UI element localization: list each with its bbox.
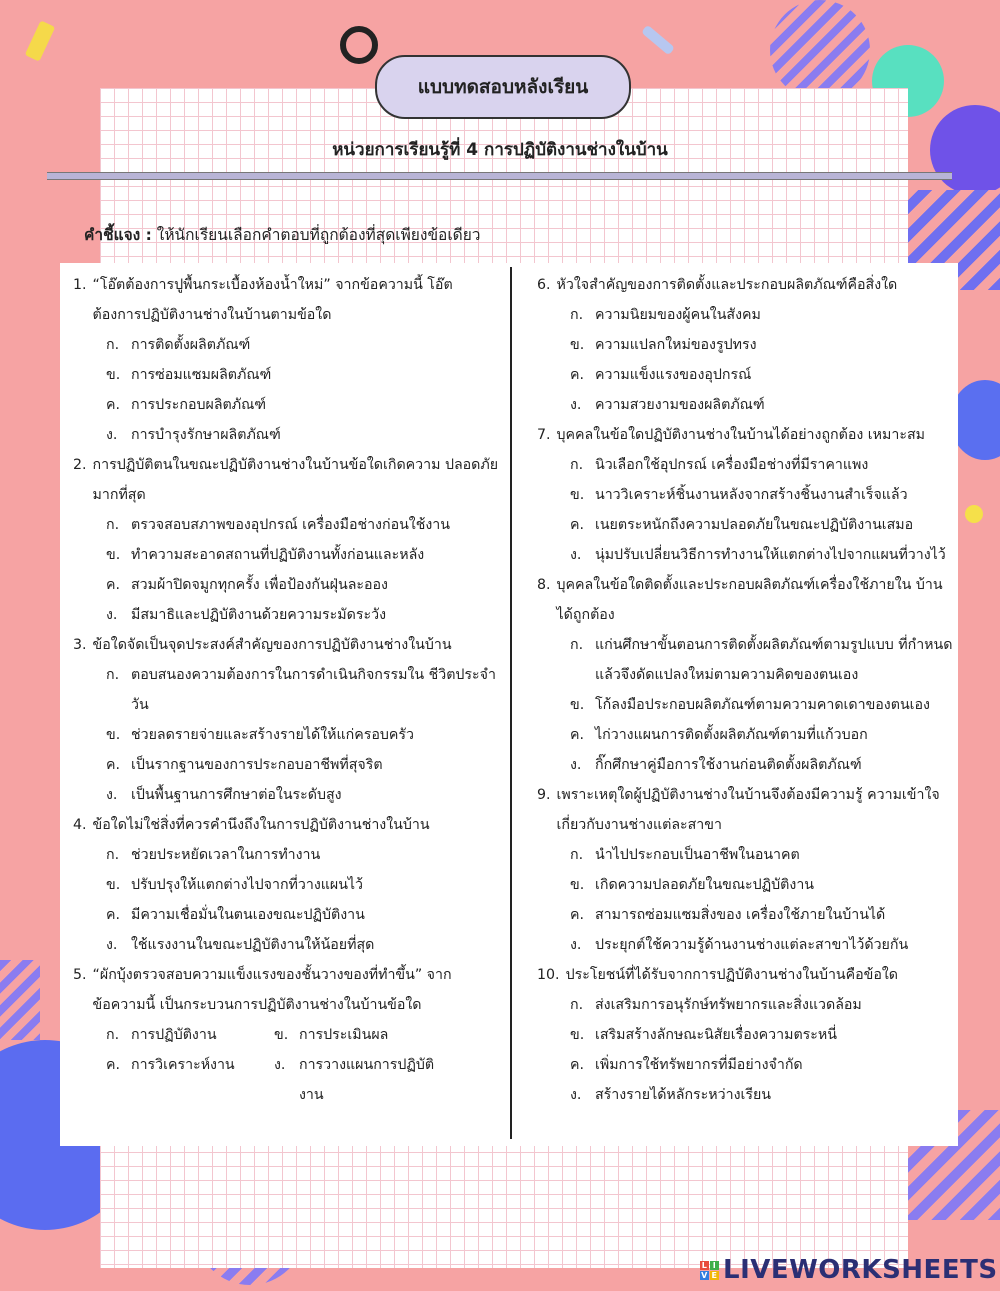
question-number: 9. [537, 787, 551, 803]
option-text: นิวเลือกใช้อุปกรณ์ เครื่องมือช่างที่มีราคาแพง [595, 457, 869, 473]
option-text: เสริมสร้างลักษณะนิสัยเรื่องความตระหนี่ [595, 1027, 837, 1043]
question-number: 1. [73, 277, 87, 293]
instruction [84, 222, 481, 247]
answer-option[interactable] [73, 840, 503, 870]
question-number: 3. [73, 637, 87, 653]
answer-option[interactable] [537, 390, 955, 420]
question-text: บุคคลในข้อใดปฏิบัติงานช่างในบ้านได้อย่างถูกต้อง เหมาะสม [556, 427, 925, 443]
option-letter: ก. [106, 847, 120, 863]
answer-option[interactable] [537, 840, 955, 870]
option-letter: ค. [570, 367, 585, 383]
answer-option[interactable] [73, 900, 503, 930]
question-5 [73, 960, 503, 1110]
option-text: นำไปประกอบเป็นอาชีพในอนาคต [595, 847, 800, 863]
questions-column-right [537, 270, 955, 1110]
option-text: ความนิยมของผู้คนในสังคม [595, 307, 761, 323]
option-letter: ง. [274, 1057, 286, 1073]
option-letter: ข. [570, 1027, 585, 1043]
option-text: สามารถซ่อมแซมสิ่งของ เครื่องใช้ภายในบ้านได้ [595, 907, 886, 923]
question-9 [537, 780, 955, 960]
question-stem [537, 570, 955, 630]
option-letter: ก. [570, 997, 584, 1013]
decor-left-stripes [0, 960, 40, 1040]
option-text: ใช้แรงงานในขณะปฏิบัติงานให้น้อยที่สุด [131, 937, 375, 953]
answer-option[interactable] [73, 420, 503, 450]
decor-yellow-dot [965, 505, 983, 523]
option-letter: ข. [106, 367, 121, 383]
option-text: มีความเชื่อมั่นในตนเองขณะปฏิบัติงาน [131, 907, 365, 923]
decor-blue-dash [641, 25, 675, 56]
option-letter: ค. [106, 577, 121, 593]
answer-option[interactable] [73, 720, 503, 750]
answer-option[interactable] [537, 540, 955, 570]
option-text: เกิดความปลอดภัยในขณะปฏิบัติงาน [595, 877, 814, 893]
option-letter: ค. [106, 1057, 121, 1073]
option-text: สร้างรายได้หลักระหว่างเรียน [595, 1087, 771, 1103]
option-text: มีสมาธิและปฏิบัติงานด้วยความระมัดระวัง [131, 607, 387, 623]
question-number: 8. [537, 577, 551, 593]
option-text: ความแปลกใหม่ของรูปทรง [595, 337, 757, 353]
option-text: การติดตั้งผลิตภัณฑ์ [131, 337, 251, 353]
question-text: การปฏิบัติตนในขณะปฏิบัติงานช่างในบ้านข้อใดเกิดความ ปลอดภัยมากที่สุด [92, 457, 499, 503]
decor-striped-circle-top [770, 0, 870, 100]
answer-option[interactable] [73, 330, 503, 360]
option-letter: ก. [570, 847, 584, 863]
option-letter: ค. [570, 727, 585, 743]
option-letter: ง. [570, 547, 582, 563]
answer-option[interactable] [537, 360, 955, 390]
option-text: ช่วยประหยัดเวลาในการทำงาน [131, 847, 321, 863]
option-text: การวางแผนการปฏิบัติงาน [299, 1057, 435, 1103]
option-text: ปรับปรุงให้แตกต่างไปจากที่วางแผนไว้ [131, 877, 364, 893]
option-letter: ง. [570, 1087, 582, 1103]
answer-option[interactable] [537, 300, 955, 330]
option-letter: ก. [106, 337, 120, 353]
question-stem [73, 960, 503, 1020]
page-title: แบบทดสอบหลังเรียน [375, 55, 631, 119]
answer-option[interactable] [537, 900, 955, 930]
option-letter: ข. [570, 877, 585, 893]
option-letter: ค. [106, 907, 121, 923]
question-text: หัวใจสำคัญของการติดตั้งและประกอบผลิตภัณฑ์คือสิ่งใด [556, 277, 898, 293]
question-text: ข้อใดจัดเป็นจุดประสงค์สำคัญของการปฏิบัติงานช่างในบ้าน [92, 637, 452, 653]
liveworksheets-logo [700, 1255, 998, 1285]
option-text: ทำความสะอาดสถานที่ปฏิบัติงานทั้งก่อนและหลัง [131, 547, 425, 563]
option-text: การซ่อมแซมผลิตภัณฑ์ [131, 367, 272, 383]
instruction-label: คำชี้แจง : [84, 226, 152, 244]
question-3 [73, 630, 503, 810]
question-stem [73, 450, 503, 510]
question-text: “ผักบุ้งตรวจสอบความแข็งแรงของชั้นวางของที่ทำขึ้น” จาก ข้อความนี้ เป็นกระบวนการปฏิบัติงานช่างในบ้านข้อใด [92, 967, 452, 1013]
answer-option[interactable] [537, 750, 955, 780]
option-text: การประเมินผล [299, 1027, 389, 1043]
option-letter: ก. [570, 307, 584, 323]
option-letter: ง. [106, 607, 118, 623]
question-number: 2. [73, 457, 87, 473]
option-text: เนยตระหนักถึงความปลอดภัยในขณะปฏิบัติงานเสมอ [595, 517, 914, 533]
option-row [73, 1050, 503, 1110]
option-letter: ค. [570, 517, 585, 533]
option-text: แก่นศึกษาขั้นตอนการติดตั้งผลิตภัณฑ์ตามรูปแบบ ที่กำหนด แล้วจึงดัดแปลงใหม่ตามความคิดของตนเอง [595, 637, 953, 683]
question-text: ข้อใดไม่ใช่สิ่งที่ควรคำนึงถึงในการปฏิบัติงานช่างในบ้าน [92, 817, 430, 833]
option-letter: ง. [106, 937, 118, 953]
logo-mark-icon: L I V E [701, 1260, 718, 1280]
question-8 [537, 570, 955, 780]
option-text: ตอบสนองความต้องการในการดำเนินกิจกรรมใน ชีวิตประจำวัน [131, 667, 496, 713]
answer-option[interactable] [73, 570, 503, 600]
answer-option[interactable] [537, 930, 955, 960]
option-letter: ง. [570, 757, 582, 773]
option-letter: ง. [106, 427, 118, 443]
answer-option[interactable] [73, 750, 503, 780]
option-letter: ข. [274, 1027, 289, 1043]
answer-option[interactable] [106, 1050, 274, 1110]
answer-option[interactable] [537, 720, 955, 750]
option-letter: ข. [570, 487, 585, 503]
answer-option[interactable] [73, 510, 503, 540]
question-stem [537, 270, 955, 300]
option-text: เพิ่มการใช้ทรัพยากรที่มีอย่างจำกัด [595, 1057, 803, 1073]
question-stem [537, 420, 955, 450]
option-text: การปฏิบัติงาน [131, 1027, 217, 1043]
option-letter: ง. [106, 787, 118, 803]
question-stem [537, 960, 955, 990]
option-letter: ก. [570, 637, 584, 653]
answer-option[interactable] [106, 1020, 274, 1050]
questions-column-left [73, 270, 503, 1110]
option-text: กิ๊กศึกษาคู่มือการใช้งานก่อนติดตั้งผลิตภัณฑ์ [595, 757, 862, 773]
answer-option[interactable] [537, 990, 955, 1020]
answer-option[interactable] [73, 660, 503, 720]
option-letter: ง. [570, 937, 582, 953]
instruction-text: ให้นักเรียนเลือกคำตอบที่ถูกต้องที่สุดเพียงข้อเดียว [156, 226, 481, 244]
option-text: นาววิเคราะห์ชิ้นงานหลังจากสร้างชิ้นงานสำเร็จแล้ว [595, 487, 908, 503]
option-text: ช่วยลดรายจ่ายและสร้างรายได้ให้แก่ครอบครัว [131, 727, 414, 743]
option-letter: ค. [106, 397, 121, 413]
option-letter: ข. [106, 877, 121, 893]
answer-option[interactable] [537, 870, 955, 900]
answer-option[interactable] [537, 480, 955, 510]
question-text: “โอ๊ตต้องการปูพื้นกระเบื้องห้องน้ำใหม่” จากข้อความนี้ โอ๊ต ต้องการปฏิบัติงานช่างในบ้านตามข้อใด [92, 277, 453, 323]
decor-ring [340, 26, 378, 64]
decor-yellow-bar [25, 20, 56, 61]
answer-option[interactable] [274, 1020, 442, 1050]
question-number: 5. [73, 967, 87, 983]
option-letter: ข. [570, 697, 585, 713]
question-4 [73, 810, 503, 960]
answer-option[interactable] [73, 390, 503, 420]
option-letter: ข. [106, 547, 121, 563]
logo-text: LIVEWORKSHEETS [723, 1255, 998, 1285]
answer-option[interactable] [73, 780, 503, 810]
option-letter: ข. [106, 727, 121, 743]
option-row [73, 1020, 503, 1050]
question-1 [73, 270, 503, 450]
answer-option[interactable] [274, 1050, 442, 1110]
option-letter: ค. [570, 907, 585, 923]
option-text: ประยุกต์ใช้ความรู้ด้านงานช่างแต่ละสาขาไว้ด้วยกัน [595, 937, 909, 953]
question-stem [537, 780, 955, 840]
question-number: 4. [73, 817, 87, 833]
option-letter: ก. [570, 457, 584, 473]
answer-option[interactable] [537, 510, 955, 540]
answer-option[interactable] [537, 450, 955, 480]
question-text: บุคคลในข้อใดติดตั้งและประกอบผลิตภัณฑ์เครื่องใช้ภายใน บ้านได้ถูกต้อง [556, 577, 943, 623]
question-stem [73, 630, 503, 660]
option-text: การประกอบผลิตภัณฑ์ [131, 397, 267, 413]
option-letter: ก. [106, 517, 120, 533]
answer-option[interactable] [73, 930, 503, 960]
option-text: สวมผ้าปิดจมูกทุกครั้ง เพื่อป้องกันฝุ่นละออง [131, 577, 388, 593]
answer-option[interactable] [537, 1080, 955, 1110]
option-text: ส่งเสริมการอนุรักษ์ทรัพยากรและสิ่งแวดล้อม [595, 997, 862, 1013]
answer-option[interactable] [73, 870, 503, 900]
answer-option[interactable] [73, 540, 503, 570]
option-letter: ง. [570, 397, 582, 413]
answer-option[interactable] [537, 690, 955, 720]
question-number: 10. [537, 967, 560, 983]
option-text: การบำรุงรักษาผลิตภัณฑ์ [131, 427, 281, 443]
question-stem [73, 810, 503, 840]
question-2 [73, 450, 503, 630]
option-text: ตรวจสอบสภาพของอุปกรณ์ เครื่องมือช่างก่อนใช้งาน [131, 517, 450, 533]
answer-option[interactable] [73, 600, 503, 630]
option-letter: ก. [106, 1027, 120, 1043]
option-letter: ค. [570, 1057, 585, 1073]
option-letter: ค. [106, 757, 121, 773]
answer-option[interactable] [537, 630, 955, 690]
question-number: 7. [537, 427, 551, 443]
option-text: เป็นพื้นฐานการศึกษาต่อในระดับสูง [131, 787, 342, 803]
question-text: เพราะเหตุใดผู้ปฏิบัติงานช่างในบ้านจึงต้องมีความรู้ ความเข้าใจเกี่ยวกับงานช่างแต่ละสาขา [556, 787, 940, 833]
question-stem [73, 270, 503, 330]
answer-option[interactable] [73, 360, 503, 390]
option-text: ความแข็งแรงของอุปกรณ์ [595, 367, 752, 383]
option-text: ไก่วางแผนการติดตั้งผลิตภัณฑ์ตามที่แก้วบอก [595, 727, 868, 743]
question-text: ประโยชน์ที่ได้รับจากการปฏิบัติงานช่างในบ้านคือข้อใด [565, 967, 898, 983]
column-divider [510, 267, 512, 1139]
option-text: นุ่มปรับเปลี่ยนวิธีการทำงานให้แตกต่างไปจากแผนที่วางไว้ [595, 547, 946, 563]
answer-option[interactable] [537, 1050, 955, 1080]
question-6 [537, 270, 955, 420]
option-text: การวิเคราะห์งาน [131, 1057, 235, 1073]
option-text: ความสวยงามของผลิตภัณฑ์ [595, 397, 765, 413]
option-letter: ข. [570, 337, 585, 353]
option-letter: ก. [106, 667, 120, 683]
answer-option[interactable] [537, 1020, 955, 1050]
header-divider [47, 172, 952, 180]
question-10 [537, 960, 955, 1110]
question-7 [537, 420, 955, 570]
answer-option[interactable] [537, 330, 955, 360]
option-text: เป็นรากฐานของการประกอบอาชีพที่สุจริต [131, 757, 383, 773]
question-number: 6. [537, 277, 551, 293]
option-text: โก้ลงมือประกอบผลิตภัณฑ์ตามความคาดเดาของตนเอง [595, 697, 930, 713]
unit-subtitle: หน่วยการเรียนรู้ที่ 4 การปฏิบัติงานช่างในบ้าน [332, 140, 668, 160]
